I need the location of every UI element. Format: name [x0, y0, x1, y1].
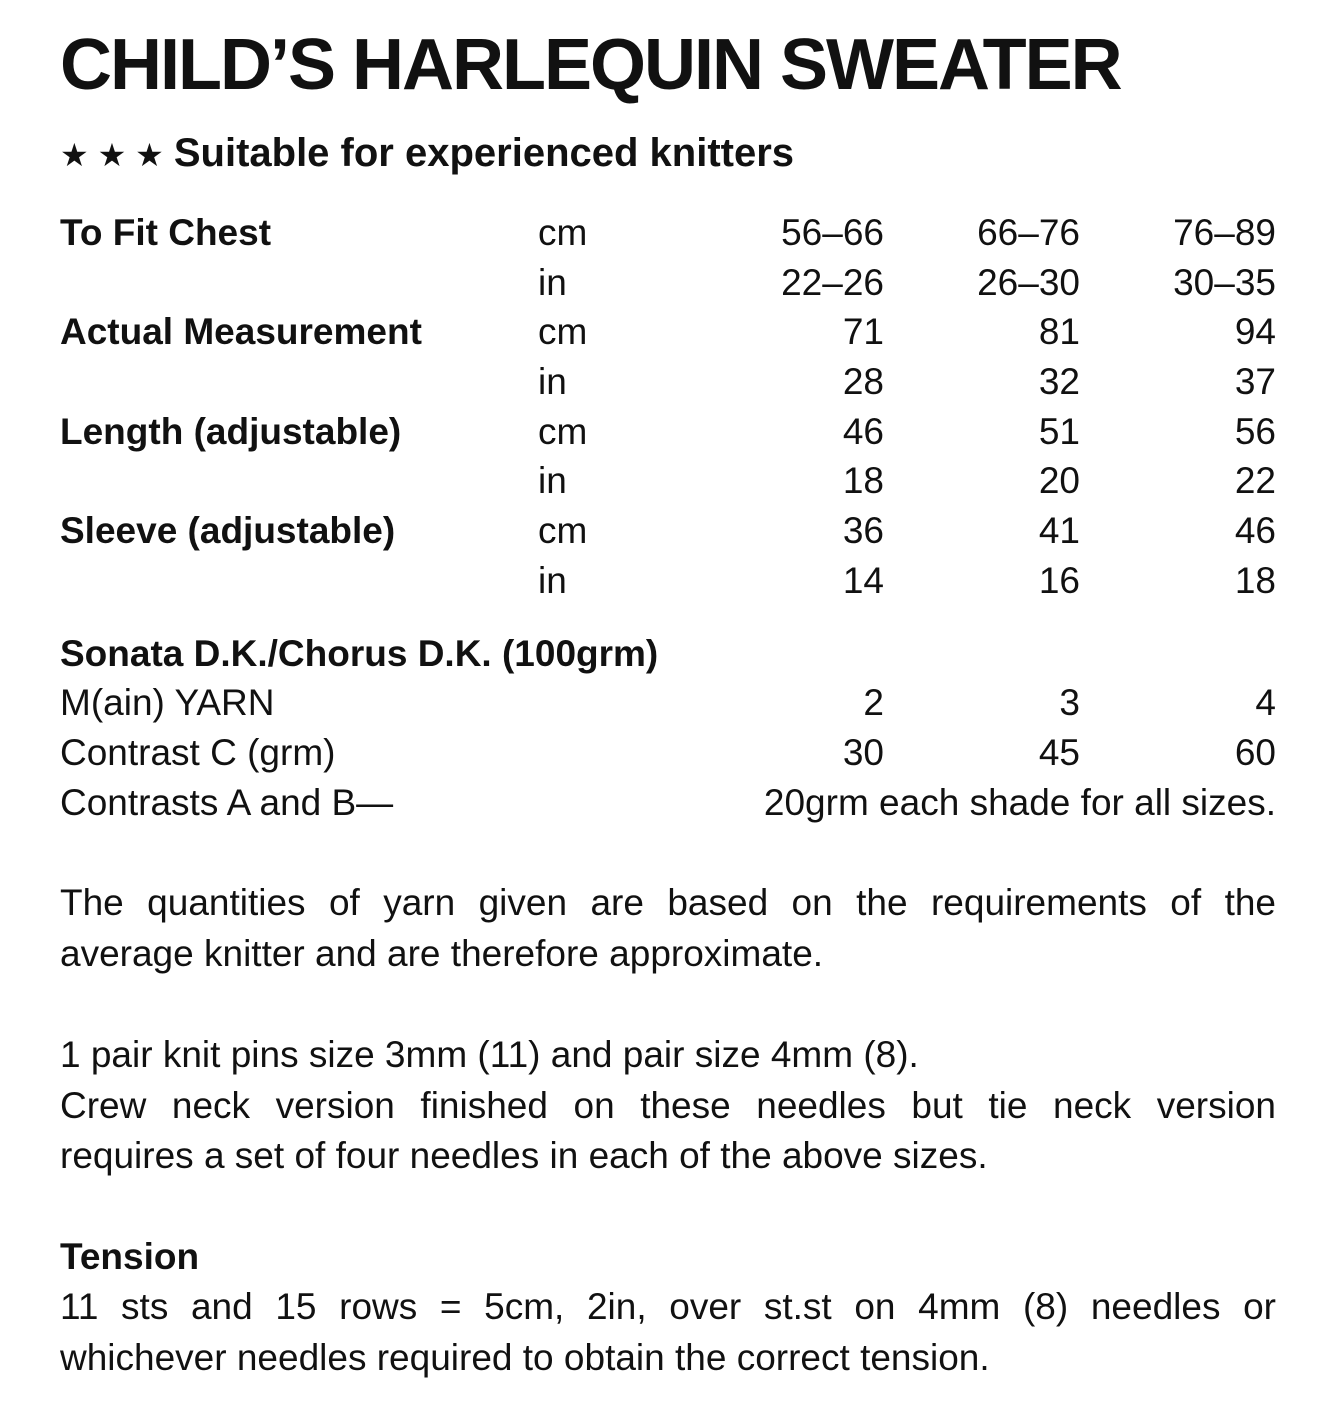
size-1-value: 28: [842, 360, 884, 402]
skill-level-text: Suitable for experienced knitters: [173, 131, 795, 175]
measurement-unit: in: [538, 460, 567, 502]
measurement-unit: cm: [538, 509, 588, 551]
size-3-value: 46: [1234, 509, 1276, 551]
size-2-value: 81: [1038, 311, 1080, 353]
measurement-label: [60, 357, 538, 407]
table-row: [60, 456, 1276, 506]
table-row: [60, 307, 1276, 357]
skill-stars: ★ ★ ★: [60, 137, 164, 173]
size-2-value: 16: [1038, 559, 1080, 601]
measurement-label: [60, 258, 538, 308]
text-line: 11 sts and 15 rows = 5cm, 2in, over st.st on 4mm (8) needles or: [60, 1286, 1276, 1327]
size-2-value: 41: [1038, 509, 1080, 551]
contrasts-label: Contrasts A and B—: [60, 782, 394, 823]
contrasts-note: 20grm each shade for all sizes.: [763, 782, 1276, 823]
measurement-unit: in: [538, 261, 567, 303]
measurement-label: Length (adjustable): [60, 410, 402, 452]
text-line: Crew neck version finished on these needles but tie neck version: [60, 1084, 1276, 1126]
size-1-value: 71: [842, 311, 884, 353]
table-row: [60, 728, 1276, 778]
measurement-unit: cm: [538, 410, 588, 452]
quantities-note: [60, 878, 1276, 979]
yarn-label: M(ain) YARN: [60, 682, 275, 723]
table-row: [60, 208, 1276, 258]
size-1-value: 14: [842, 559, 884, 601]
table-row: [60, 506, 1276, 556]
size-1-value: 36: [842, 509, 884, 551]
measurement-label: Sleeve (adjustable): [60, 509, 396, 551]
size-2-value: 3: [1059, 682, 1080, 723]
yarn-heading: Sonata D.K./Chorus D.K. (100grm): [60, 633, 659, 674]
size-3-value: 76–89: [1173, 211, 1276, 253]
size-1-value: 22–26: [781, 261, 884, 303]
text-line: 1 pair knit pins size 3mm (11) and pair size 4mm (8).: [60, 1034, 919, 1075]
size-2-value: 32: [1038, 360, 1080, 402]
table-row: [60, 678, 1276, 728]
size-3-value: 4: [1255, 682, 1276, 723]
measurement-label: To Fit Chest: [60, 211, 272, 253]
yarn-label: Contrast C (grm): [60, 732, 336, 773]
table-row: [60, 407, 1276, 457]
measurement-unit: cm: [538, 211, 588, 253]
size-3-value: 60: [1234, 732, 1276, 773]
size-3-value: 22: [1234, 460, 1276, 502]
size-3-value: 18: [1234, 559, 1276, 601]
size-1-value: 2: [863, 682, 884, 723]
tension-paragraph: [60, 1282, 1276, 1383]
size-1-value: 30: [842, 732, 884, 773]
table-row: [60, 258, 1276, 308]
skill-level: [60, 128, 794, 180]
measurement-label: [60, 456, 538, 506]
size-3-value: 37: [1234, 360, 1276, 402]
size-2-value: 51: [1038, 410, 1080, 452]
measurements-table: [60, 208, 1276, 606]
measurement-unit: in: [538, 360, 567, 402]
size-2-value: 20: [1038, 460, 1080, 502]
text-line: average knitter and are therefore approximate.: [60, 932, 824, 974]
text-line: whichever needles required to obtain the correct tension.: [60, 1336, 990, 1378]
yarn-table: [60, 678, 1276, 828]
size-2-value: 45: [1038, 732, 1080, 773]
measurement-unit: in: [538, 559, 567, 601]
table-row: [60, 357, 1276, 407]
size-3-value: 30–35: [1173, 261, 1276, 303]
size-2-value: 66–76: [977, 211, 1080, 253]
table-row: [60, 778, 1276, 828]
measurement-unit: cm: [538, 311, 588, 353]
size-1-value: 18: [842, 460, 884, 502]
measurement-label: Actual Measurement: [60, 311, 422, 353]
size-2-value: 26–30: [977, 261, 1080, 303]
page-title: CHILD’S HARLEQUIN SWEATER: [60, 25, 1121, 105]
size-1-value: 56–66: [781, 211, 884, 253]
size-1-value: 46: [842, 410, 884, 452]
text-line: The quantities of yarn given are based on the requirements of the: [60, 882, 1276, 923]
tension-heading: Tension: [60, 1236, 200, 1277]
size-3-value: 56: [1234, 410, 1276, 452]
needles-paragraph: [60, 1030, 1276, 1182]
text-line: requires a set of four needles in each of the above sizes.: [60, 1135, 988, 1176]
measurement-label: [60, 556, 538, 606]
size-3-value: 94: [1234, 311, 1276, 353]
table-row: [60, 556, 1276, 606]
